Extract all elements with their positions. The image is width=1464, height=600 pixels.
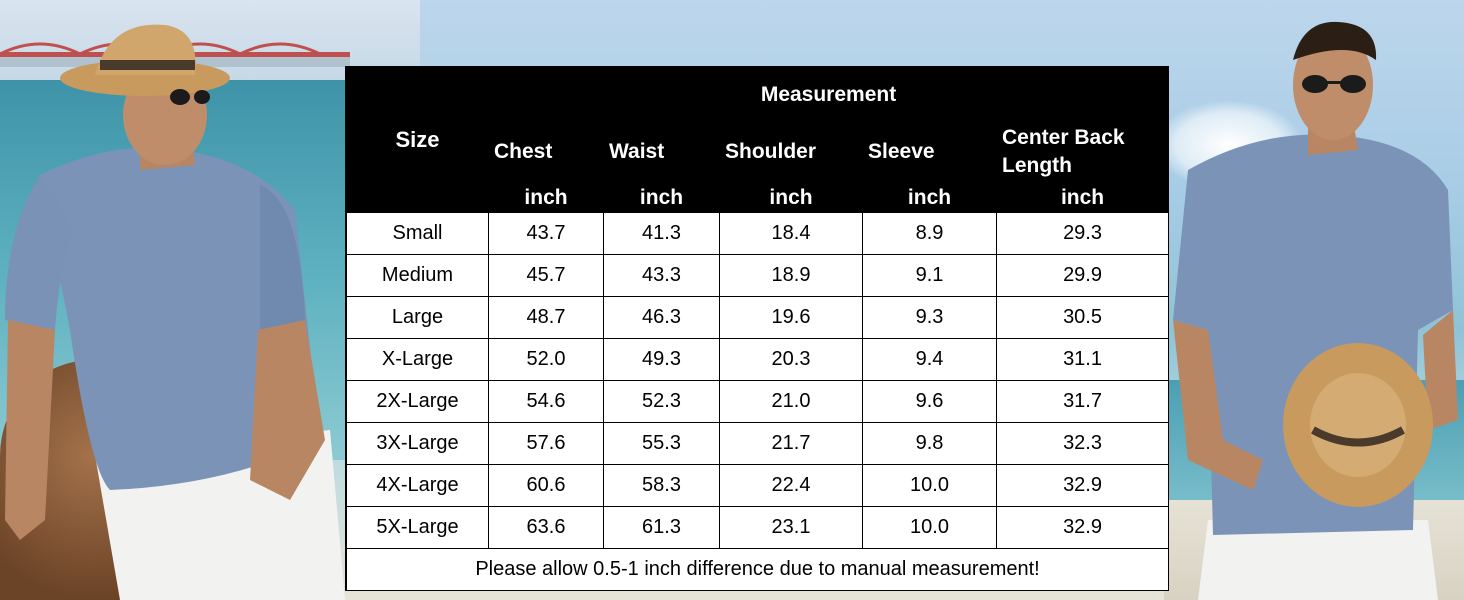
waist-cell: 46.3 [604,297,720,339]
measurement-header: Measurement [489,68,1169,122]
chest-cell: 45.7 [489,255,604,297]
sleeve-cell: 9.6 [863,381,997,423]
table-row [347,213,1169,255]
table-row [347,423,1169,465]
chest-cell: 63.6 [489,507,604,549]
shoulder-cell: 22.4 [720,465,863,507]
column-header-center-back-length: Center Back Length [997,122,1169,183]
center-back-length-cell: 29.9 [997,255,1169,297]
table-row [347,297,1169,339]
center-back-length-cell: 31.7 [997,381,1169,423]
table-row [347,255,1169,297]
unit-center-back-length: inch [997,183,1169,213]
sleeve-cell: 9.8 [863,423,997,465]
unit-sleeve: inch [863,183,997,213]
chest-cell: 57.6 [489,423,604,465]
measurement-note: Please allow 0.5-1 inch difference due to manual measurement! [347,549,1169,591]
center-back-length-cell: 29.3 [997,213,1169,255]
model-left-image [0,0,345,600]
size-chart-table [346,67,1169,591]
column-header-chest: Chest [489,122,604,183]
size-cell: Small [347,213,489,255]
chest-cell: 54.6 [489,381,604,423]
size-chart [345,66,1169,591]
size-header: Size [347,68,489,213]
sleeve-cell: 10.0 [863,507,997,549]
shoulder-cell: 19.6 [720,297,863,339]
waist-cell: 61.3 [604,507,720,549]
shoulder-cell: 18.4 [720,213,863,255]
table-row [347,339,1169,381]
waist-cell: 58.3 [604,465,720,507]
shoulder-cell: 23.1 [720,507,863,549]
waist-cell: 49.3 [604,339,720,381]
center-back-length-cell: 32.9 [997,465,1169,507]
shoulder-cell: 20.3 [720,339,863,381]
waist-cell: 52.3 [604,381,720,423]
table-row [347,507,1169,549]
table-row [347,465,1169,507]
size-cell: 3X-Large [347,423,489,465]
size-cell: Medium [347,255,489,297]
table-row [347,381,1169,423]
center-back-length-cell: 32.9 [997,507,1169,549]
sleeve-cell: 9.3 [863,297,997,339]
chest-cell: 43.7 [489,213,604,255]
shoulder-cell: 21.7 [720,423,863,465]
center-back-length-cell: 32.3 [997,423,1169,465]
sleeve-cell: 8.9 [863,213,997,255]
column-header-shoulder: Shoulder [720,122,863,183]
center-back-length-cell: 30.5 [997,297,1169,339]
waist-cell: 41.3 [604,213,720,255]
size-cell: 2X-Large [347,381,489,423]
shoulder-cell: 18.9 [720,255,863,297]
chest-cell: 52.0 [489,339,604,381]
shoulder-cell: 21.0 [720,381,863,423]
unit-shoulder: inch [720,183,863,213]
size-cell: 5X-Large [347,507,489,549]
waist-cell: 55.3 [604,423,720,465]
center-back-length-cell: 31.1 [997,339,1169,381]
waist-cell: 43.3 [604,255,720,297]
size-cell: Large [347,297,489,339]
chest-cell: 60.6 [489,465,604,507]
column-header-waist: Waist [604,122,720,183]
sleeve-cell: 10.0 [863,465,997,507]
size-cell: 4X-Large [347,465,489,507]
model-right-image [1168,0,1464,600]
sleeve-cell: 9.1 [863,255,997,297]
unit-waist: inch [604,183,720,213]
chest-cell: 48.7 [489,297,604,339]
unit-chest: inch [489,183,604,213]
sleeve-cell: 9.4 [863,339,997,381]
size-cell: X-Large [347,339,489,381]
column-header-sleeve: Sleeve [863,122,997,183]
